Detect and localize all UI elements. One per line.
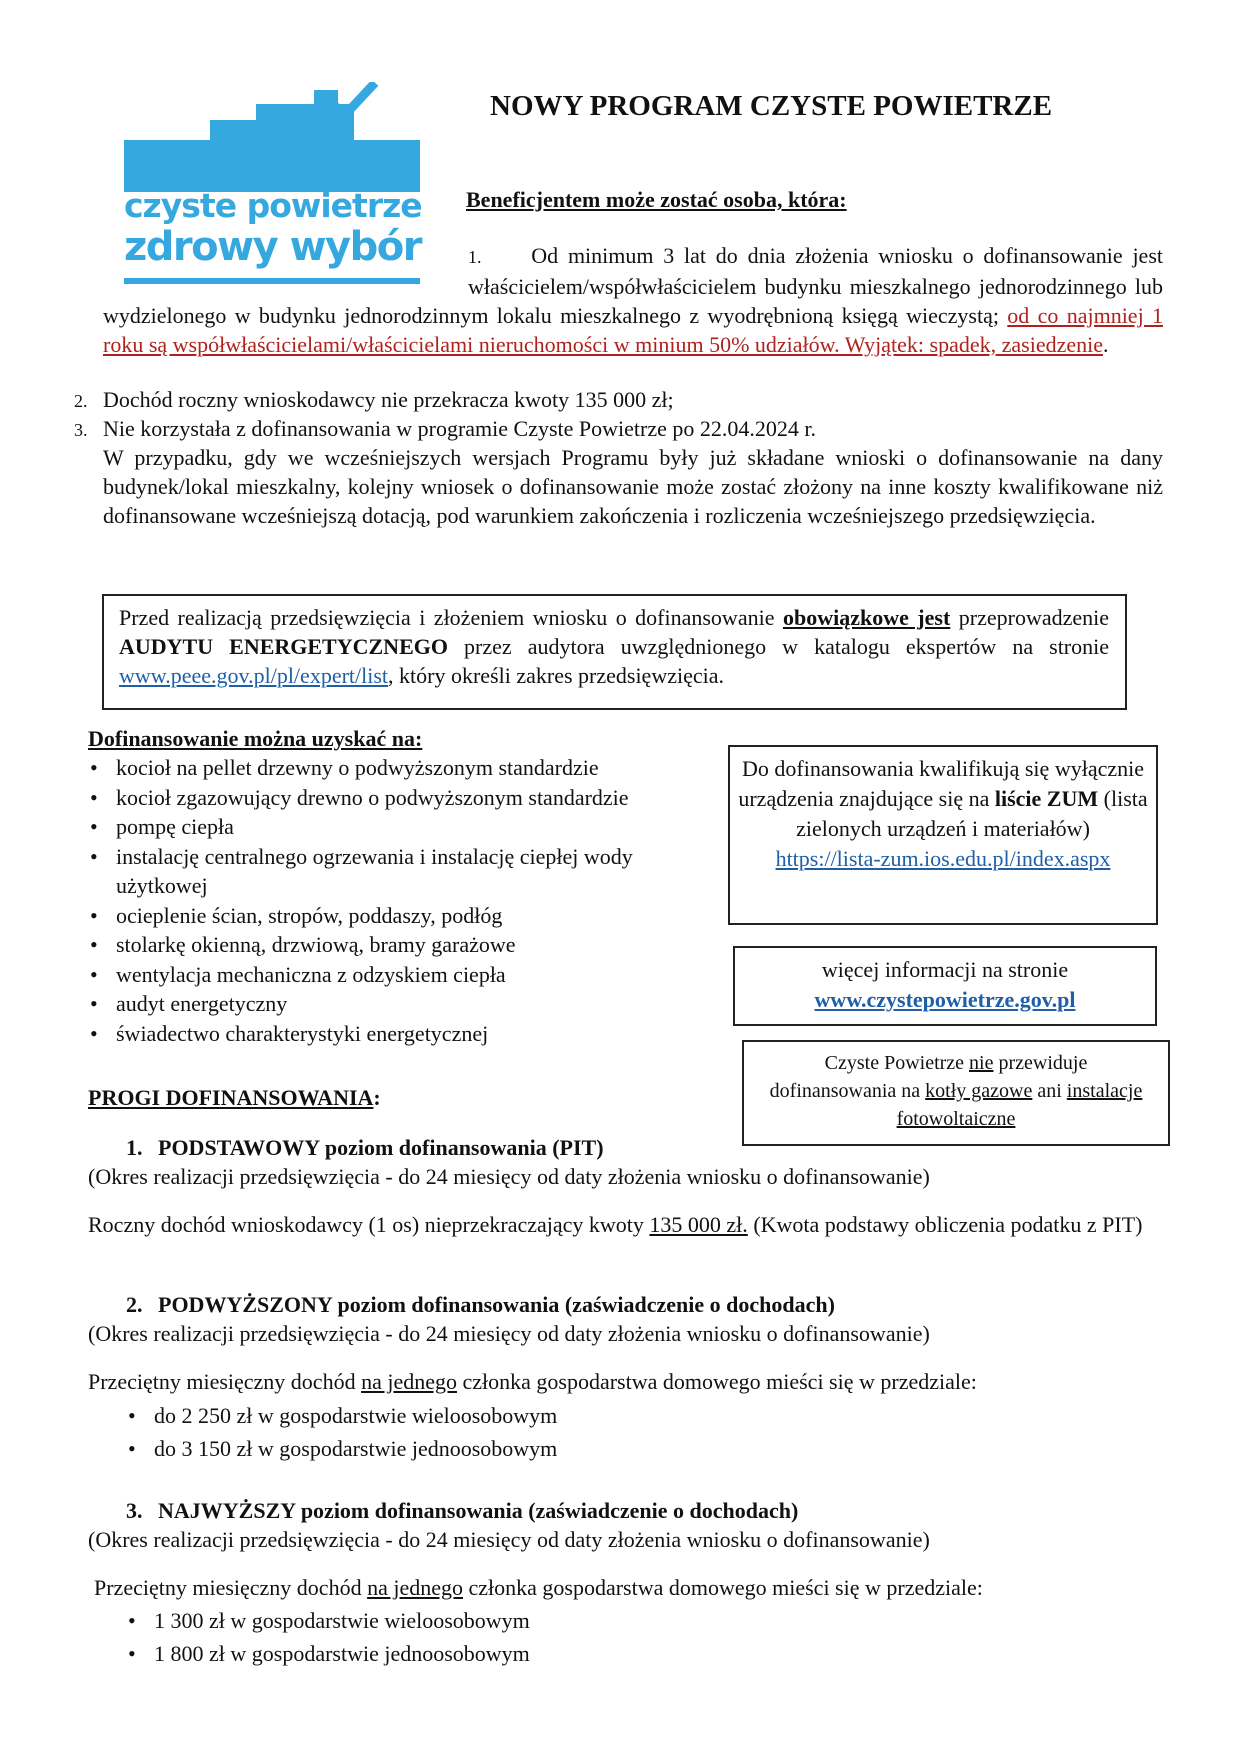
level-3-item: • 1 300 zł w gospodarstwie wieloosobowym — [126, 1604, 926, 1637]
funding-list — [88, 753, 708, 1048]
funding-heading: Dofinansowanie można uzyskać na: — [88, 726, 423, 751]
funding-item: • wentylacja mechaniczna z odzyskiem ciepła — [88, 960, 708, 990]
zum-box-text: Do dofinansowania kwalifikują się wyłącznie urządzenia znajdujące się na liście ZUM (lista zielonych urządzeń i materiałów) https://lista-zum.ios.edu.pl/index.aspx — [738, 756, 1148, 871]
level-3-period: (Okres realizacji przedsięwzięcia - do 24 miesięcy od daty złożenia wniosku o dofinansowanie) — [88, 1527, 930, 1552]
funding-item: • kocioł zgazowujący drewno o podwyższonym standardzie — [88, 783, 708, 813]
level-2-list — [126, 1399, 926, 1465]
beneficiary-item-2: 2. Dochód roczny wnioskodawcy nie przekracza kwoty 135 000 zł; — [74, 387, 674, 412]
expert-list-link[interactable]: www.peee.gov.pl/pl/expert/list — [119, 663, 389, 688]
level-3-item: • 1 800 zł w gospodarstwie jednoosobowym — [126, 1637, 926, 1670]
logo-text-line2: zdrowy wybór — [124, 224, 421, 270]
info-box-text: więcej informacji na stronie www.czystepowietrze.gov.pl — [814, 957, 1076, 1012]
funding-item: • stolarkę okienną, drzwiową, bramy garażowe — [88, 930, 708, 960]
page-title: NOWY PROGRAM CZYSTE POWIETRZE — [490, 90, 1053, 122]
house-checkmark-icon — [118, 82, 428, 202]
audit-info-text: Przed realizacją przedsięwzięcia i złożeniem wniosku o dofinansowanie obowiązkowe jest przeprowadzenie AUDYTU ENERGETYCZNEGO przez audytora uwzględnionego w katalogu ekspertów na stronie www.peee.gov.pl/pl/expert/list, który określi zakres przedsięwzięcia. — [119, 605, 1110, 688]
thresholds-heading: PROGI DOFINANSOWANIA: — [88, 1085, 381, 1110]
funding-item: • audyt energetyczny — [88, 989, 708, 1019]
beneficiary-heading: Beneficjentem może zostać osoba, która: — [466, 187, 847, 212]
level-3-description: Przeciętny miesięczny dochód na jednego członka gospodarstwa domowego mieści się w przedziale: — [94, 1575, 983, 1600]
czyste-powietrze-link[interactable]: www.czystepowietrze.gov.pl — [814, 987, 1076, 1012]
level-3-list — [126, 1604, 926, 1670]
funding-item: • świadectwo charakterystyki energetycznej — [88, 1019, 708, 1049]
funding-item: • pompę ciepła — [88, 812, 708, 842]
funding-item: • instalację centralnego ogrzewania i instalację ciepłej wody użytkowej — [88, 842, 708, 901]
beneficiary-note: W przypadku, gdy we wcześniejszych wersjach Programu były już składane wnioski o dofinansowanie na dany budynek/lokal mieszkalny, kolejny wniosek o dofinansowanie może zostać złożony na inne koszty kwalifikowane niż dofinansowane wcześniejszą dotacją, pod warunkiem zakończenia i rozliczenia wcześniejszego przedsięwzięcia. — [103, 445, 1163, 528]
level-1-title: 1. PODSTAWOWY poziom dofinansowania (PIT) — [126, 1135, 604, 1160]
beneficiary-item-3: 3. Nie korzystała z dofinansowania w programie Czyste Powietrze po 22.04.2024 r. — [74, 416, 816, 441]
level-2-description: Przeciętny miesięczny dochód na jednego członka gospodarstwa domowego mieści się w przedziale: — [88, 1369, 977, 1394]
level-2-item: • do 3 150 zł w gospodarstwie jednoosobowym — [126, 1432, 926, 1465]
level-2-title: 2. PODWYŻSZONY poziom dofinansowania (zaświadczenie o dochodach) — [126, 1292, 835, 1317]
funding-item: • kocioł na pellet drzewny o podwyższonym standardzie — [88, 753, 708, 783]
zum-list-link[interactable]: https://lista-zum.ios.edu.pl/index.aspx — [775, 846, 1111, 871]
level-3-title: 3. NAJWYŻSZY poziom dofinansowania (zaświadczenie o dochodach) — [126, 1498, 799, 1523]
level-2-item: • do 2 250 zł w gospodarstwie wieloosobowym — [126, 1399, 926, 1432]
level-1-period: (Okres realizacji przedsięwzięcia - do 24 miesięcy od daty złożenia wniosku o dofinansowanie) — [88, 1164, 930, 1189]
funding-item: • ocieplenie ścian, stropów, poddaszy, podłóg — [88, 901, 708, 931]
gas-box-text: Czyste Powietrze nie przewiduje dofinansowania na kotły gazowe ani instalacje fotowoltaiczne — [769, 1052, 1143, 1130]
logo-text-line1: czyste powietrze — [124, 186, 422, 225]
item-1-condition: od co najmniej 1 roku są współwłaścicielami/właścicielami nieruchomości w minium 50% udziałów. Wyjątek: spadek, zasiedzenie — [103, 303, 1163, 357]
level-1-description: Roczny dochód wnioskodawcy (1 os) nieprzekraczający kwoty 135 000 zł. (Kwota podstawy obliczenia podatku z PIT) — [88, 1212, 1143, 1237]
level-2-period: (Okres realizacji przedsięwzięcia - do 24 miesięcy od daty złożenia wniosku o dofinansowanie) — [88, 1321, 930, 1346]
item-1-number: 1. — [468, 247, 482, 267]
beneficiary-item-1: 1. Od minimum 3 lat do dnia złożenia wniosku o dofinansowanie jest właścicielem/współwłaścicielem budynku mieszkalnego jednorodzinnego lub wydzielonego w budynku jednorodzinnym lokalu mieszkalnego z wyodrębnioną księgą wieczystą; od co najmniej 1 roku są współwłaścicielami/właścicielami nieruchomości w minium 50% udziałów. Wyjątek: spadek, zasiedzenie. — [103, 243, 1163, 357]
item-1-text: Od minimum 3 lat do dnia złożenia wniosku o dofinansowanie jest właścicielem/współwłaścicielem budynku mieszkalnego jednorodzinnego lub wydzielonego w budynku jednorodzinnym lokalu mieszkalnego z wyodrębnioną księgą wieczystą; — [103, 243, 1163, 328]
